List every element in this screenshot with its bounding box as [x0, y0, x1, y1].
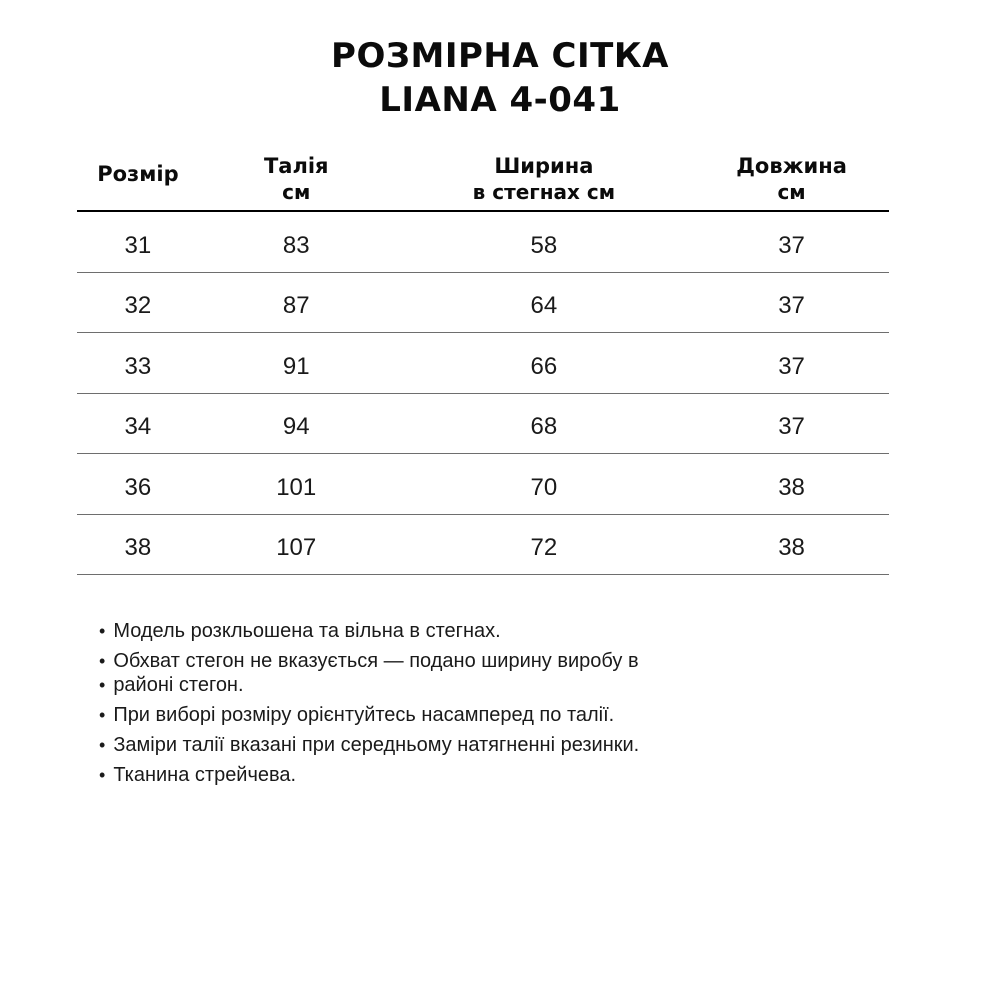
- table-row: [77, 454, 889, 515]
- page-title-line1: РОЗМІРНА СІТКА: [331, 36, 669, 76]
- bullet-icon: •: [99, 705, 106, 725]
- note-text: Заміри талії вказані при середньому натягненні резинки.: [113, 734, 640, 756]
- note-item: [99, 674, 739, 697]
- note-text: Модель розкльошена та вільна в стегнах.: [113, 620, 501, 642]
- cell-hip-width: 70: [530, 473, 558, 501]
- note-item: [99, 650, 739, 673]
- page-title-line2: LIANA 4-041: [379, 80, 621, 120]
- cell-hip-width: 66: [530, 352, 558, 380]
- column-header-label: Талія: [263, 154, 329, 178]
- column-header-sub: в стегнах см: [472, 180, 616, 204]
- note-text: районі стегон.: [113, 674, 244, 696]
- cell-length: 37: [778, 352, 805, 380]
- column-header-waist: [199, 148, 394, 210]
- table-row: [77, 273, 889, 334]
- cell-size: 32: [124, 292, 152, 320]
- cell-waist: 87: [282, 292, 310, 320]
- column-header-size: [77, 148, 199, 210]
- column-header-sub: см: [777, 180, 806, 204]
- note-item: [99, 734, 739, 757]
- table-row: [77, 394, 889, 455]
- cell-size: 38: [124, 534, 152, 562]
- note-text: Тканина стрейчева.: [113, 764, 297, 786]
- bullet-icon: •: [99, 621, 106, 641]
- cell-size: 34: [124, 413, 152, 441]
- table-row: [77, 212, 889, 273]
- column-header-label: Розмір: [97, 162, 179, 186]
- cell-waist: 101: [276, 473, 317, 501]
- cell-size: 33: [124, 352, 152, 380]
- cell-length: 37: [778, 413, 805, 441]
- cell-waist: 94: [282, 413, 310, 441]
- cell-length: 38: [778, 534, 805, 562]
- note-text: Обхват стегон не вказується — подано ширину виробу в: [113, 650, 639, 672]
- column-header-label: Ширина: [494, 154, 594, 178]
- cell-length: 37: [778, 292, 805, 320]
- column-header-hip-width: [394, 148, 694, 210]
- cell-length: 37: [778, 231, 805, 259]
- column-header-sub: см: [282, 180, 311, 204]
- note-item: [99, 704, 739, 727]
- notes-list: [99, 620, 739, 787]
- note-item: [99, 620, 739, 643]
- page-title: [0, 34, 1000, 122]
- cell-size: 31: [124, 231, 152, 259]
- table-header-row: [77, 148, 889, 212]
- table-row: [77, 515, 889, 576]
- bullet-icon: •: [99, 735, 106, 755]
- size-table: [77, 148, 889, 575]
- cell-hip-width: 64: [530, 292, 558, 320]
- table-row: [77, 333, 889, 394]
- cell-length: 38: [778, 473, 805, 501]
- bullet-icon: •: [99, 675, 106, 695]
- bullet-icon: •: [99, 651, 106, 671]
- column-header-length: [694, 148, 889, 210]
- cell-waist: 91: [282, 352, 310, 380]
- note-text: При виборі розміру орієнтуйтесь насамперед по талії.: [113, 704, 615, 726]
- column-header-label: Довжина: [736, 154, 847, 178]
- cell-size: 36: [124, 473, 152, 501]
- cell-waist: 83: [282, 231, 310, 259]
- note-item: [99, 764, 739, 787]
- cell-waist: 107: [276, 534, 317, 562]
- bullet-icon: •: [99, 765, 106, 785]
- cell-hip-width: 58: [530, 231, 558, 259]
- cell-hip-width: 72: [530, 534, 558, 562]
- cell-hip-width: 68: [530, 413, 558, 441]
